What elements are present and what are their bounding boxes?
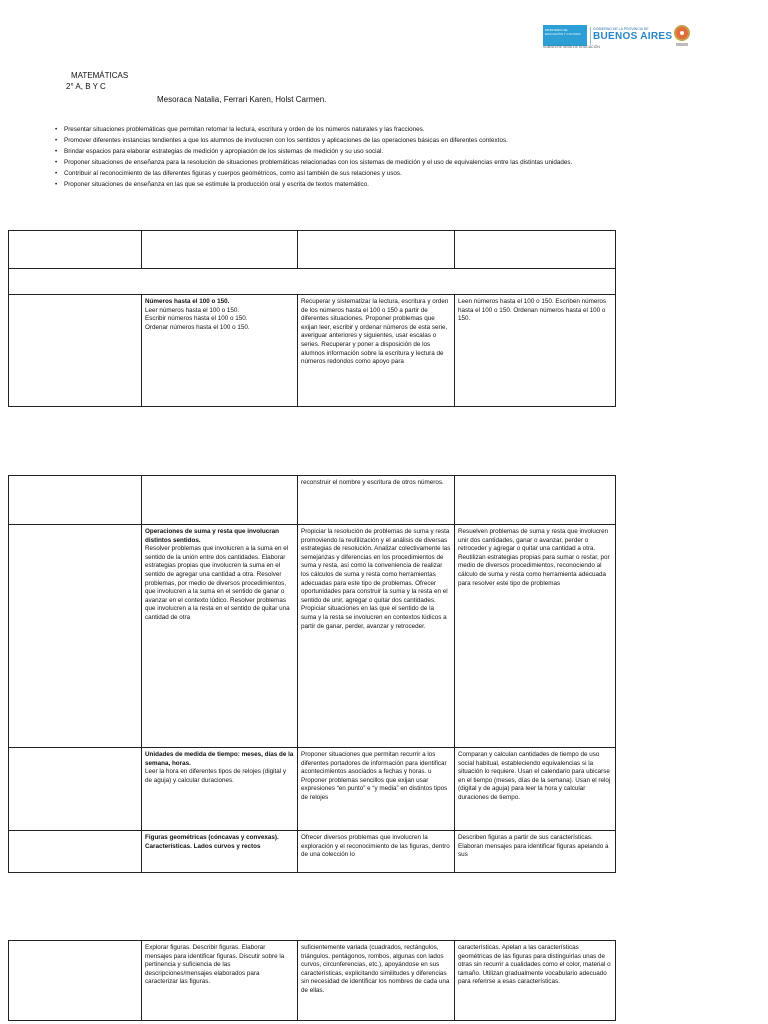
teaching-cell	[298, 525, 455, 748]
table-cell	[9, 231, 142, 269]
content-title: Unidades de medida de tiempo: meses, días de la semana, horas.	[145, 751, 294, 767]
content-title: Operaciones de suma y resta que involucran distintos sentidos.	[145, 528, 280, 544]
objective-item: • Promover diferentes instancias tendientes a que los alumnos de involucren con los sentidos y aplicaciones de las operaciones básicas en diferentes contextos.	[55, 135, 755, 146]
indicators-cell	[455, 525, 616, 748]
table-row	[9, 941, 616, 1021]
table-cell	[142, 231, 298, 269]
ministry-logo	[543, 25, 587, 46]
content-body: Resolver problemas que involucren a la suma en el sentido de la unión entre dos cantidades. Elaborar estrategias propias que involucren la suma en el sentido de agregar una cantidad a otra. Resolver problemas, por medio de diversos procedimientos, que involucren a la suma en el sentido de ganar o avanzar en el contexto lúdico. Resolver problemas que involucren a la resta en el sentido de quitar una cantidad de otra	[145, 545, 290, 621]
indicators-cell	[455, 295, 616, 407]
teaching-cell	[298, 748, 455, 831]
indicators-text: Resuelven problemas de suma y resta que involucren unir dos cantidades, ganar o avanzar, perder o retroceder y agregar o quitar una cantidad a otra. Reutilizan estrategias propias para sumar o restar, por medio de diversos procedimientos, reconociendo al cálculo de suma y resta como herramienta adecuada para resolver este tipo de problemas	[458, 528, 610, 587]
table-cell	[9, 295, 142, 407]
content-title: Números hasta el 100 o 150.	[145, 298, 230, 305]
subject-title: MATEMÁTICAS	[71, 71, 129, 80]
table-row	[9, 525, 616, 748]
indicators-text: características. Apelan a las características geométricas de las figuras para distinguirlas unas de otras sin recurrir a cualidades como el color, material o tamaño. Utilizan gradualmente vocabulario adecuado para referirse a esas características.	[458, 944, 611, 986]
school-seal-icon	[674, 25, 690, 41]
authors-line: Mesoraca Natalia, Ferrari Karen, Holst Carmen.	[157, 95, 327, 104]
indicators-text: Leen números hasta el 100 o 150. Escriben números hasta el 100 o 150. Ordenan números hasta el 100 o 150.	[458, 298, 607, 323]
teaching-text: suficientemente variada (cuadrados, rectángulos, triángulos, pentágonos, rombos, algunas con lados curvos, circunferencias, etc.), apoyándose en sus características, explicitando similitudes y diferencias sin necesidad de identificar los nombres de cada una de ellas.	[301, 944, 450, 994]
content-cell	[142, 295, 298, 407]
grades-label: 2° A, B Y C	[66, 82, 106, 91]
table-cell	[9, 831, 142, 873]
content-body: Leer la hora en diferentes tipos de relojes (digital y de aguja) y calcular duraciones.	[145, 768, 287, 784]
indicators-cell	[455, 748, 616, 831]
logo-divider	[590, 27, 591, 45]
content-cell	[142, 941, 298, 1021]
table-cell	[9, 525, 142, 748]
seal-base	[676, 43, 688, 46]
objective-item: • Brindar espacios para elaborar estrategias de medición y apropiación de los sistemas de medición y su uso social.	[55, 146, 755, 157]
content-body: Leer números hasta el 100 o 150. Escribir números hasta el 100 o 150. Ordenar números hasta el 100 o 150.	[145, 306, 250, 331]
content-cell	[142, 831, 298, 873]
subsecretary-label: SUBSECRETARÍA DE EDUCACIÓN	[543, 45, 600, 49]
table-cell	[142, 476, 298, 525]
indicators-text: Describen figuras a partir de sus características. Elaboran mensajes para identificar figuras apelando a sus	[458, 834, 609, 859]
table-cell	[9, 269, 616, 295]
teaching-cell	[298, 476, 455, 525]
objective-item: • Contribuir al reconocimiento de las diferentes figuras y cuerpos geométricos, como así también de sus relaciones y usos.	[55, 168, 755, 179]
indicators-cell	[455, 941, 616, 1021]
table-section-row	[9, 269, 616, 295]
objectives-list	[55, 124, 755, 190]
planning-table-2	[8, 475, 616, 873]
table-row	[9, 476, 616, 525]
teaching-cell	[298, 941, 455, 1021]
content-title: Figuras geométricas (cóncavas y convexas). Características. Lados curvos y rectos	[145, 834, 279, 850]
table-row	[9, 295, 616, 407]
teaching-text: Propiciar la resolución de problemas de suma y resta promoviendo la reutilización y el análisis de diversas estrategias de resolución. Analizar colectivamente las semejanzas y diferencias en los procedimientos de suma y resta, así como la conveniencia de realizar los cálculos de suma y resta como herramientas adecuadas para este tipo de problemas. Ofrecer oportunidades para construir la suma y la resta en el sentido de unir, agregar o quitar dos cantidades. Propiciar situaciones en las que el sentido de la suma y la resta se involucren en contextos lúdicos a partir de ganar, perder, avanzar y retroceder.	[301, 528, 451, 630]
teaching-text: Proponer situaciones que permitan recurrir a los diferentes portadores de información para identificar acontecimientos asociados a fechas y horas. u Proponer problemas sencillos que exijan usar expresiones “en punto” e “y media” en distintos tipos de relojes	[301, 751, 448, 801]
indicators-cell	[455, 831, 616, 873]
government-label: GOBIERNO DE LA PROVINCIA DE	[593, 27, 649, 31]
indicators-text: Comparan y calculan cantidades de tiempo de uso social habitual, estableciendo equivalencias si la situación lo requiere. Usan el calendario para ubicarse en el tiempo (meses, días de la semana). Usan el reloj (digital y de aguja) para leer la hora y calcular duraciones de tiempo.	[458, 751, 611, 801]
teaching-text: Recuperar y sistematizar la lectura, escritura y orden de los números hasta el 100 o 150 a partir de diferentes situaciones. Proponer problemas que exijan leer, escribir y ordenar números de esta serie, averiguar anteriores y siguientes, usar escalas o series. Recuperar y poner a disposición de los alumnos información sobre la escritura y lectura de números redondos como apoyo para	[301, 298, 449, 366]
teaching-text: reconstruir el nombre y escritura de otros números.	[301, 479, 444, 486]
table-cell	[9, 476, 142, 525]
table-row	[9, 748, 616, 831]
ministry-logo-text: MINISTERIO DE EDUCACIÓN Y CULTURA	[545, 28, 581, 36]
table-row	[9, 831, 616, 873]
table-cell	[9, 748, 142, 831]
teaching-cell	[298, 295, 455, 407]
objective-item: • Presentar situaciones problemáticas que permitan retomar la lectura, escritura y orden de los números naturales y las fracciones.	[55, 124, 755, 135]
teaching-text: Ofrecer diversos problemas que involucren la exploración y el reconocimiento de las figuras, dentro de una colección lo	[301, 834, 450, 859]
table-cell	[298, 231, 455, 269]
objective-item: • Proponer situaciones de enseñanza en las que se estimule la producción oral y escrita de textos matemático.	[55, 179, 755, 190]
table-cell	[455, 231, 616, 269]
planning-table-1	[8, 230, 616, 407]
content-body: Explorar figuras. Describir figuras. Elaborar mensajes para identificar figuras. Discutir sobre la pertinencia y suficiencia de las descripciones/mensajes elaborados para caracterizar las figuras.	[145, 944, 285, 986]
content-cell	[142, 525, 298, 748]
table-cell	[9, 941, 142, 1021]
content-cell	[142, 748, 298, 831]
teaching-cell	[298, 831, 455, 873]
table-header-row	[9, 231, 616, 269]
buenos-aires-logo: BUENOS AIRES	[593, 31, 673, 42]
planning-table-3	[8, 940, 616, 1021]
objective-item: • Proponer situaciones de enseñanza para la resolución de situaciones problemáticas relacionadas con los sistemas de medición y el uso de equivalencias entre las distintas unidades.	[55, 157, 755, 168]
table-cell	[455, 476, 616, 525]
